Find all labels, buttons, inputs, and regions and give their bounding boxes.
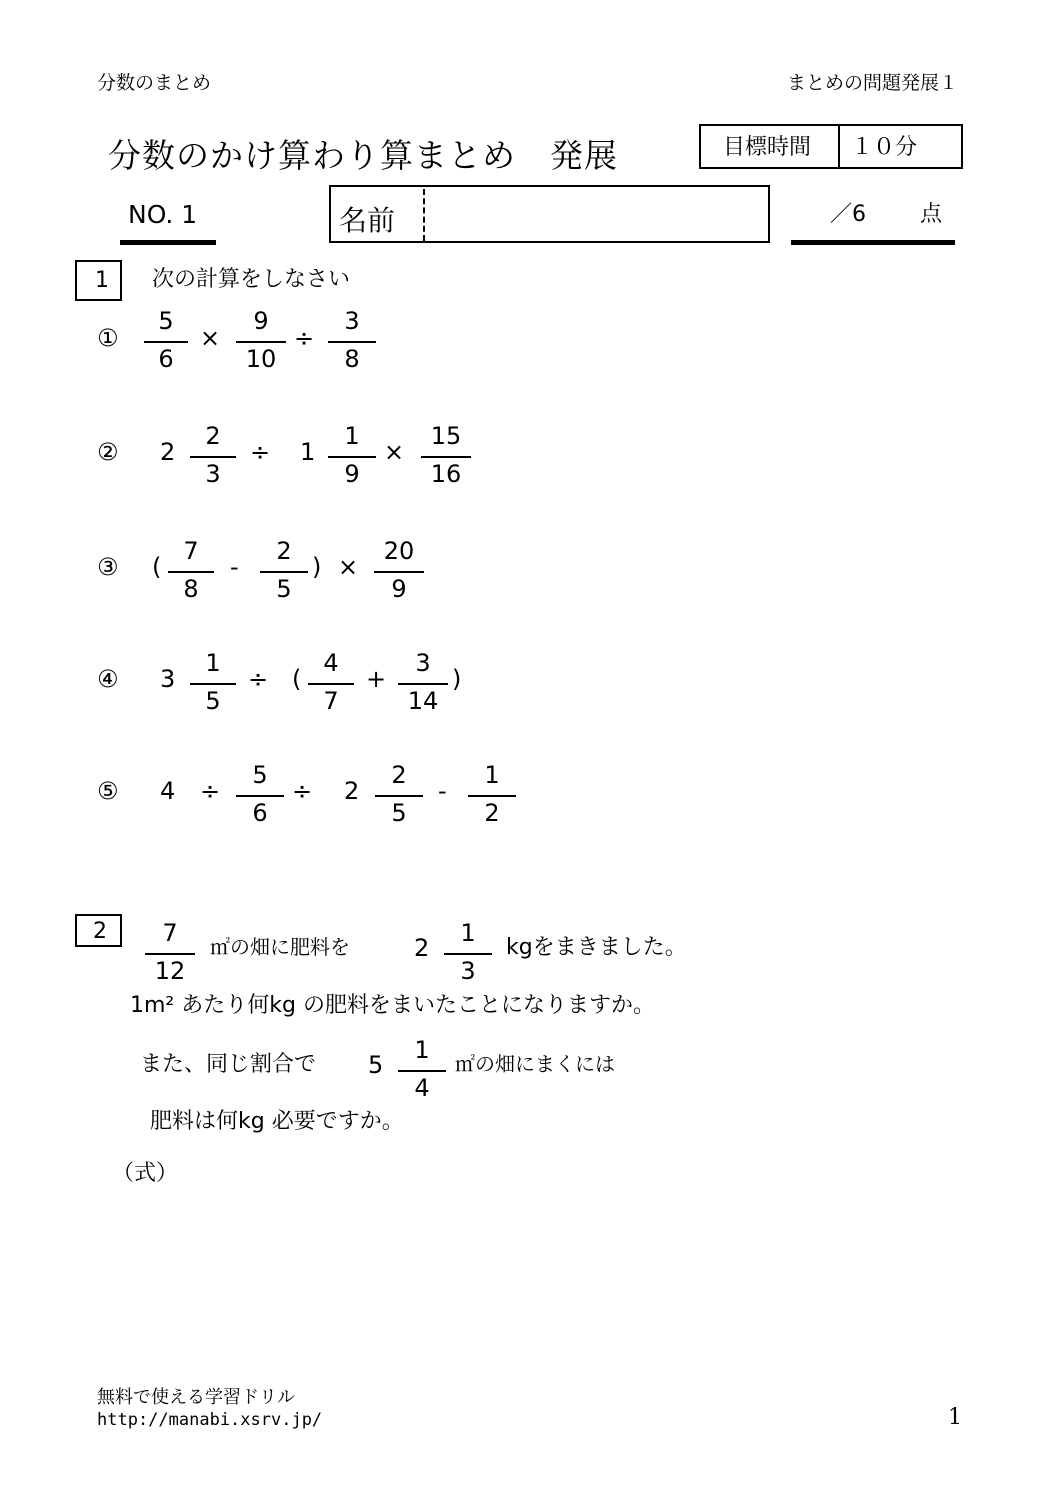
formula-label: （式）	[112, 1161, 179, 1186]
problem-5-fraction-3: 1 2	[468, 763, 516, 825]
problem-4-fraction-3: 3 14	[398, 651, 448, 713]
section2-whole-2: 5	[368, 1051, 384, 1079]
header-left: 分数のまとめ	[97, 72, 212, 94]
problem-1-label: ①	[97, 324, 119, 352]
problem-4-whole-1: 3	[160, 665, 176, 693]
section2-line1b: kgをまきました。	[506, 935, 687, 960]
problem-3-fraction-1: 7 8	[168, 539, 214, 601]
problem-3-op-1: -	[230, 553, 239, 581]
target-time-label: 目標時間	[723, 135, 812, 160]
problem-2-fraction-2: 1 9	[328, 424, 376, 486]
section2-line4: 肥料は何kg 必要ですか。	[150, 1109, 404, 1134]
section2-fraction-2: 1 3	[444, 921, 492, 983]
problem-5-whole-2: 2	[344, 777, 360, 805]
target-time-value: １０分	[851, 135, 918, 160]
problem-1-fraction-3: 3 8	[328, 309, 376, 371]
section2-whole-1: 2	[414, 934, 430, 962]
section2-line2: 1m² あたり何kg の肥料をまいたことになりますか。	[130, 993, 655, 1018]
problem-3-paren-open: (	[152, 553, 162, 581]
section2-number: 2	[75, 914, 122, 947]
problem-2-fraction-1: 2 3	[190, 424, 236, 486]
problem-5-label: ⑤	[97, 777, 119, 805]
section2-line3a: また、同じ割合で	[140, 1052, 317, 1077]
problem-5-fraction-2: 2 5	[375, 763, 423, 825]
problem-1-fraction-1: 5 6	[144, 309, 188, 371]
problem-3-label: ③	[97, 553, 119, 581]
problem-2-whole-1: 2	[160, 438, 176, 466]
target-time-box	[699, 124, 963, 169]
name-field[interactable]	[427, 189, 765, 239]
problem-3-paren-close: )	[312, 553, 322, 581]
footer-site: 無料で使える学習ドリル	[97, 1387, 295, 1408]
problem-4-op-1: ÷	[248, 665, 269, 693]
problem-1-op-1: ×	[200, 324, 221, 352]
problem-2-op-2: ×	[384, 438, 405, 466]
name-label: 名前	[339, 204, 396, 237]
problem-4-paren-open: (	[292, 665, 302, 693]
problem-2-whole-2: 1	[300, 438, 316, 466]
problem-5-op-2: ÷	[292, 777, 313, 805]
score-total: ／6	[830, 202, 866, 227]
problem-5-op-1: ÷	[200, 777, 221, 805]
section2-fraction-3: 1 4	[398, 1038, 446, 1100]
problem-4-fraction-1: 1 5	[190, 651, 236, 713]
problem-1-op-2: ÷	[294, 324, 315, 352]
problem-5-fraction-1: 5 6	[236, 763, 284, 825]
problem-4-op-2: +	[366, 665, 387, 693]
problem-5-whole-1: 4	[160, 777, 176, 805]
sheet-number-underline	[120, 240, 216, 245]
score-unit: 点	[920, 202, 943, 227]
sheet-number: NO. 1	[128, 200, 198, 229]
problem-1-fraction-2: 9 10	[236, 309, 286, 371]
name-divider	[423, 189, 425, 241]
problem-2-label: ②	[97, 438, 119, 466]
section1-number: 1	[75, 260, 122, 301]
problem-5-op-3: -	[438, 777, 447, 805]
problem-4-label: ④	[97, 665, 119, 693]
header-right: まとめの問題発展１	[786, 72, 958, 94]
name-box	[329, 185, 770, 243]
page-title: 分数のかけ算わり算まとめ 発展	[108, 136, 618, 175]
score-underline	[791, 240, 955, 245]
problem-4-fraction-2: 4 7	[308, 651, 354, 713]
section2-line1a: ㎡の畑に肥料を	[210, 935, 350, 959]
section2-fraction-1: 7 12	[145, 921, 195, 983]
footer-url[interactable]: http://manabi.xsrv.jp/	[97, 1410, 323, 1430]
problem-3-op-2: ×	[338, 553, 359, 581]
divider	[838, 126, 840, 167]
problem-2-op-1: ÷	[250, 438, 271, 466]
section1-instruction: 次の計算をしなさい	[152, 267, 351, 292]
problem-3-fraction-2: 2 5	[260, 539, 308, 601]
problem-3-fraction-3: 20 9	[374, 539, 424, 601]
problem-4-paren-close: )	[452, 665, 462, 693]
problem-2-fraction-3: 15 16	[421, 424, 471, 486]
page-number: 1	[948, 1405, 962, 1430]
section2-line3b: ㎡の畑にまくには	[455, 1052, 615, 1076]
